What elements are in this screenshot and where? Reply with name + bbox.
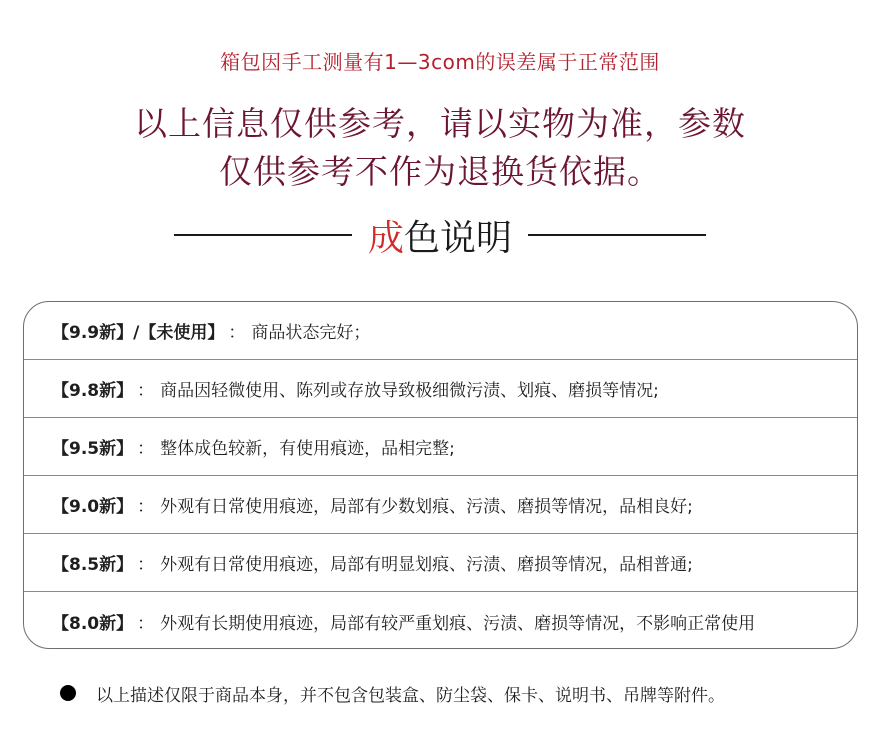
footnote — [60, 678, 725, 708]
grade-row — [24, 302, 857, 360]
measurement-note: 箱包因手工测量有1—3com的误差属于正常范围 — [220, 50, 660, 74]
grade-separator: ： — [137, 439, 155, 459]
grade-table — [23, 301, 858, 649]
grade-description: 外观有长期使用痕迹，局部有较严重划痕、污渍、磨损等情况，不影响正常使用 — [160, 613, 756, 634]
grade-label: 【9.0新】 — [52, 497, 134, 517]
grade-row — [24, 418, 857, 476]
grade-description: 商品状态完好； — [251, 323, 371, 343]
grade-description: 外观有日常使用痕迹，局部有少数划痕、污渍、磨损等情况，品相良好; — [160, 497, 693, 517]
section-title-accent: 成 — [367, 217, 404, 259]
grade-row — [24, 534, 857, 592]
section-title-rest: 色说明 — [404, 217, 513, 259]
grade-label: 【9.5新】 — [52, 439, 134, 459]
grade-label: 【9.9新】/【未使用】 — [52, 323, 225, 343]
grade-description: 商品因轻微使用、陈列或存放导致极细微污渍、划痕、磨损等情况; — [160, 381, 659, 401]
grade-description: 外观有日常使用痕迹，局部有明显划痕、污渍、磨损等情况，品相普通; — [160, 555, 693, 575]
grade-separator: ： — [137, 381, 155, 401]
title-left-line — [174, 234, 352, 236]
grade-separator: ： — [137, 613, 155, 634]
grade-description: 整体成色较新，有使用痕迹，品相完整; — [160, 439, 455, 459]
grade-label: 【9.8新】 — [52, 381, 134, 401]
bullet-icon — [60, 685, 76, 701]
section-title — [0, 210, 880, 260]
grade-row — [24, 360, 857, 418]
footnote-text: 以上描述仅限于商品本身，并不包含包装盒、防尘袋、保卡、说明书、吊牌等附件。 — [96, 685, 725, 706]
grade-separator: ： — [228, 323, 246, 343]
disclaimer — [0, 100, 880, 196]
grade-separator: ： — [137, 555, 155, 575]
grade-separator: ： — [137, 497, 155, 517]
section-title-text — [368, 210, 512, 261]
disclaimer-line-1: 以上信息仅供参考，请以实物为准，参数 — [134, 104, 746, 143]
grade-row — [24, 592, 857, 649]
disclaimer-line-2: 仅供参考不作为退换货依据。 — [219, 152, 661, 191]
grade-label: 【8.5新】 — [52, 555, 134, 575]
title-right-line — [528, 234, 706, 236]
grade-row — [24, 476, 857, 534]
grade-label: 【8.0新】 — [52, 613, 134, 634]
